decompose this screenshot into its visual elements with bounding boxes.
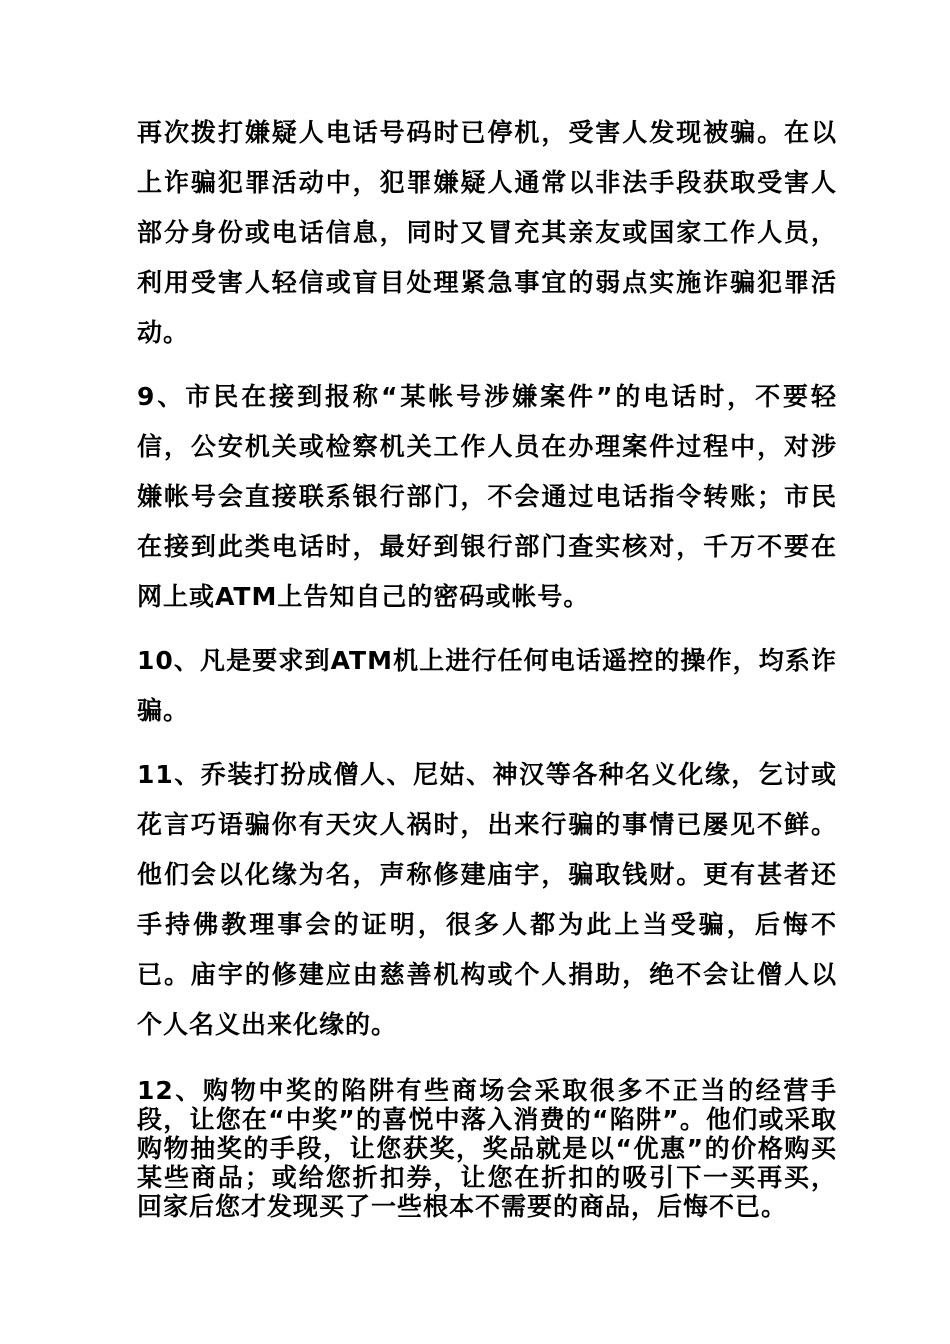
document-body <box>137 108 837 1221</box>
paragraph-item-12: 12、购物中奖的陷阱有些商场会采取很多不正当的经营手段，让您在“中奖”的喜悦中落入消费的“陷阱”。他们或采取购物抽奖的手段，让您获奖，奖品就是以“优惠”的价格购买某些商品；或给您折扣券，让您在折扣的吸引下一买再买，回家后您才发现买了一些根本不需要的商品，后悔不已。 <box>137 1076 837 1221</box>
paragraph-item-11: 11、乔装打扮成僧人、尼姑、神汉等各种名义化缘，乞讨或花言巧语骗你有天灾人祸时，出来行骗的事情已屡见不鲜。他们会以化缘为名，声称修建庙宇，骗取钱财。更有甚者还手持佛教理事会的证明，很多人都为此上当受骗，后悔不已。庙宇的修建应由慈善机构或个人捐助，绝不会让僧人以个人名义出来化缘的。 <box>137 760 837 1039</box>
paragraph-fraud-summary: 再次拨打嫌疑人电话号码时已停机，受害人发现被骗。在以上诈骗犯罪活动中，犯罪嫌疑人通常以非法手段获取受害人部分身份或电话信息，同时又冒充其亲友或国家工作人员，利用受害人轻信或盲目处理紧急事宜的弱点实施诈骗犯罪活动。 <box>137 118 837 347</box>
paragraph-item-10: 10、凡是要求到ATM机上进行任何电话遥控的操作，均系诈骗。 <box>137 646 837 725</box>
paragraph-item-9: 9、市民在接到报称“某帐号涉嫌案件”的电话时，不要轻信，公安机关或检察机关工作人员在办理案件过程中，对涉嫌帐号会直接联系银行部门，不会通过电话指令转账；市民在接到此类电话时，最好到银行部门查实核对，千万不要在网上或ATM上告知自己的密码或帐号。 <box>137 382 837 611</box>
